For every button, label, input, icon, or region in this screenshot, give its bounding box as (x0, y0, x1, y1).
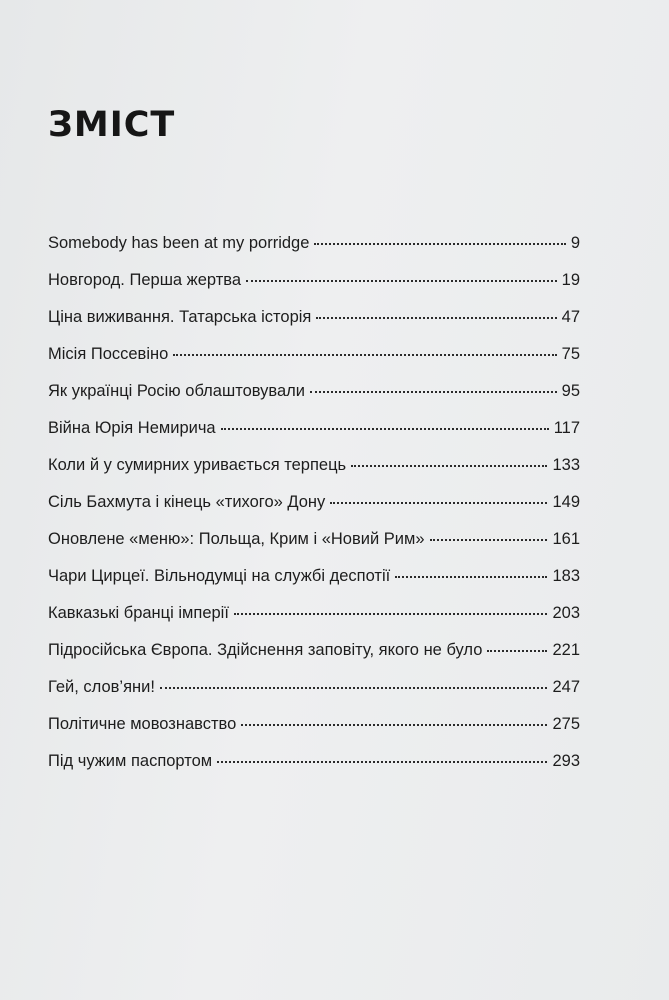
toc-entry-title: Війна Юрія Немирича (48, 419, 216, 437)
toc-entry (48, 413, 580, 450)
toc-entry-title: Політичне мовознавство (48, 715, 237, 733)
toc-entry-title: Сіль Бахмута і кінець «тихого» Дону (48, 493, 326, 511)
toc-entry-page: 275 (552, 715, 580, 733)
page-title: ЗМІСТ (48, 105, 176, 145)
toc-entry-page: 293 (552, 752, 580, 770)
toc-entry-title: Місія Поссевіно (48, 345, 169, 363)
toc-entry (48, 228, 580, 265)
toc-dot-leader (487, 649, 547, 652)
toc-entry-page: 133 (552, 456, 580, 474)
toc-dot-leader (234, 612, 548, 615)
toc-dot-leader (241, 723, 547, 726)
toc-entry-page: 117 (553, 419, 580, 437)
toc-entry-page: 47 (561, 308, 580, 326)
toc-entry (48, 524, 580, 561)
toc-entry-title: Кавказькі бранці імперії (48, 604, 229, 622)
toc-dot-leader (430, 538, 548, 541)
toc-entry-page: 9 (570, 234, 580, 252)
toc-entry-title: Гей, слов’яни! (48, 678, 155, 696)
toc-dot-leader (217, 760, 547, 763)
toc-entry-title: Чари Цирцеї. Вільнодумці на службі деспотії (48, 567, 391, 585)
toc-entry (48, 265, 580, 302)
toc-entry-title: Під чужим паспортом (48, 752, 213, 770)
table-of-contents (48, 228, 580, 783)
toc-entry-page: 75 (561, 345, 580, 363)
toc-entry-page: 161 (552, 530, 580, 548)
toc-dot-leader (310, 390, 557, 393)
toc-entry-title: Новгород. Перша жертва (48, 271, 242, 289)
toc-entry (48, 746, 580, 783)
toc-entry-title: Коли й у сумирних уривається терпець (48, 456, 347, 474)
toc-entry-page: 183 (552, 567, 580, 585)
toc-dot-leader (316, 316, 556, 319)
toc-entry (48, 339, 580, 376)
toc-dot-leader (314, 242, 565, 245)
toc-entry-page: 95 (561, 382, 580, 400)
toc-dot-leader (221, 427, 549, 430)
toc-entry-title: Як українці Росію облаштовували (48, 382, 305, 400)
toc-dot-leader (173, 353, 556, 356)
toc-entry (48, 635, 580, 672)
toc-entry-title: Підросійська Європа. Здійснення заповіту, якого не було (48, 641, 483, 659)
toc-entry-page: 221 (552, 641, 580, 659)
toc-entry-page: 247 (552, 678, 580, 696)
toc-entry-page: 149 (552, 493, 580, 511)
toc-entry-title: Ціна виживання. Татарська історія (48, 308, 312, 326)
toc-entry (48, 672, 580, 709)
toc-entry (48, 376, 580, 413)
toc-entry-title: Оновлене «меню»: Польща, Крим і «Новий Рим» (48, 530, 425, 548)
toc-dot-leader (330, 501, 547, 504)
toc-entry (48, 302, 580, 339)
toc-entry-title: Somebody has been at my porridge (48, 234, 310, 252)
toc-entry (48, 598, 580, 635)
toc-entry (48, 487, 580, 524)
toc-entry (48, 450, 580, 487)
toc-entry-page: 203 (552, 604, 580, 622)
toc-dot-leader (395, 575, 547, 578)
toc-dot-leader (246, 279, 557, 282)
toc-dot-leader (160, 686, 548, 689)
toc-entry (48, 709, 580, 746)
toc-entry (48, 561, 580, 598)
toc-entry-page: 19 (561, 271, 580, 289)
toc-dot-leader (351, 464, 547, 467)
